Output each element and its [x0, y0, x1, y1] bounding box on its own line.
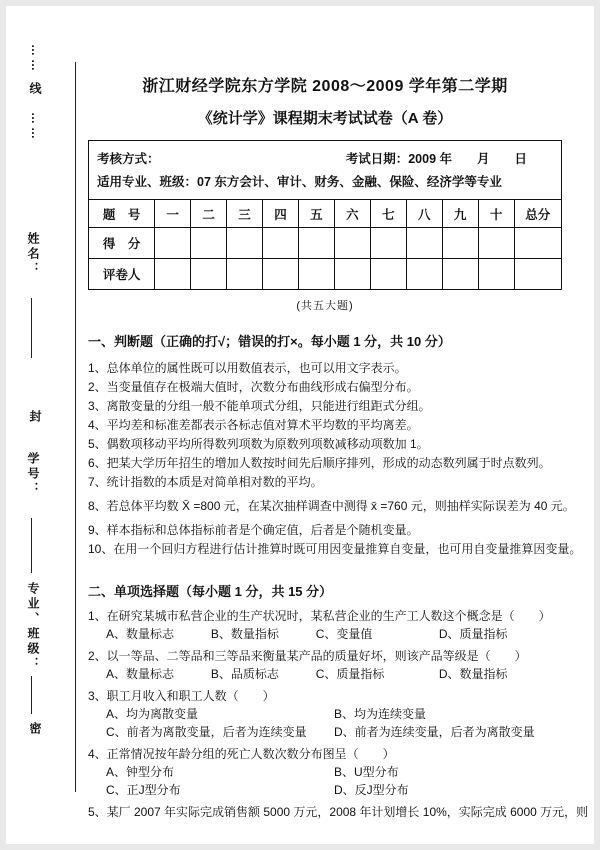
student-id-label: 学号： — [26, 452, 40, 497]
seal-dots-mid: …… — [29, 112, 43, 142]
exam-content — [88, 76, 589, 821]
grader-cell — [442, 259, 478, 290]
seal-line-char: 线 — [28, 82, 42, 97]
judgement-item-3: 3、离散变量的分组一般不能单项式分组，只能进行组距式分组。 — [88, 399, 431, 413]
grader-cell — [227, 259, 263, 290]
grader-cell — [155, 259, 191, 290]
judgement-item-4: 4、平均差和标准差都表示各标志值对算术平均数的平均离差。 — [88, 418, 419, 432]
score-cell — [370, 228, 406, 259]
option: A、数量标志 — [106, 667, 175, 681]
judgement-item-2: 2、当变量值存在极端大值时，次数分布曲线形成右偏型分布。 — [88, 380, 419, 394]
seal-separator-line — [75, 62, 76, 792]
judgement-item-8: 8、若总体平均数 X̄ =800 元，在某次抽样调查中测得 x̄ =760 元，则抽样实际误差为 40 元。 — [88, 499, 575, 513]
total-header: 总分 — [514, 200, 561, 228]
option: A、数量标志 — [106, 627, 175, 641]
col-header-7: 七 — [370, 200, 406, 228]
col-header-1: 一 — [155, 200, 191, 228]
grader-cell — [298, 259, 334, 290]
score-cell — [155, 228, 191, 259]
judgement-item-1: 1、总体单位的属性既可以用数值表示，也可以用文字表示。 — [88, 361, 407, 375]
grader-cell — [478, 259, 514, 290]
col-header-6: 六 — [334, 200, 370, 228]
exam-date: 考试日期：2009 年 月 日 — [345, 152, 527, 166]
score-cell — [191, 228, 227, 259]
col-header-10: 十 — [478, 200, 514, 228]
seal-char-mi: 密 — [28, 722, 42, 737]
name-field-label: 姓名： — [26, 232, 40, 277]
question-options-3 — [88, 705, 562, 741]
score-cell — [227, 228, 263, 259]
question-stem-3: 3、职工月收入和职工人数（ ） — [88, 689, 275, 703]
major-class-blank-line — [31, 676, 32, 714]
exam-method-label: 考核方式： — [97, 152, 160, 166]
judgement-item-9: 9、样本指标和总体指标前者是个确定值，后者是个随机变量。 — [88, 523, 419, 537]
score-total-cell — [514, 228, 561, 259]
option: B、U型分布 — [334, 765, 399, 779]
col-header-3: 三 — [227, 200, 263, 228]
question-options-4 — [88, 763, 562, 799]
question-stem-4: 4、正常情况按年龄分组的死亡人数次数分布图呈（ ） — [88, 747, 395, 761]
col-header-4: 四 — [263, 200, 299, 228]
col-header-2: 二 — [191, 200, 227, 228]
question-options-1 — [88, 625, 562, 643]
grader-cell — [191, 259, 227, 290]
grader-cell — [406, 259, 442, 290]
seal-char-feng: 封 — [28, 410, 42, 425]
question-stem-2: 2、以一等品、二等品和三等品来衡量某产品的质量好坏，则该产品等级是（ ） — [88, 649, 527, 663]
exam-title: 浙江财经学院东方学院 2008～2009 学年第二学期 — [142, 78, 508, 95]
score-row-label: 得 分 — [89, 228, 155, 259]
question-stem-5: 5、某厂 2007 年实际完成销售额 5000 万元，2008 年计划增长 10%，实际完成 6000 万元，则 — [88, 805, 589, 819]
student-id-blank-line — [31, 518, 32, 573]
col-header-9: 九 — [442, 200, 478, 228]
option: C、前者为离散变量，后者为连续变量 — [106, 725, 307, 739]
option: A、均为离散变量 — [106, 707, 199, 721]
grader-cell — [370, 259, 406, 290]
grader-row-label: 评卷人 — [89, 259, 155, 290]
judgement-item-6: 6、把某大学历年招生的增加人数按时间先后顺序排列，形成的动态数列属于时点数列。 — [88, 456, 551, 470]
section2-title: 二、单项选择题（每小题 1 分，共 15 分） — [88, 584, 333, 599]
applicable-majors: 适用专业、班级：07 东方会计、审计、财务、金融、保险、经济学等专业 — [97, 175, 502, 189]
exam-subtitle: 《统计学》课程期末考试试卷（A 卷） — [197, 110, 453, 127]
option: B、均为连续变量 — [334, 707, 427, 721]
option: C、变量值 — [315, 627, 373, 641]
option: D、反J型分布 — [334, 783, 409, 797]
major-class-label: 专业、班级： — [26, 582, 40, 672]
col-header-5: 五 — [298, 200, 334, 228]
section1-title: 一、判断题（正确的打√；错误的打×。每小题 1 分，共 10 分） — [88, 334, 451, 349]
grader-total-cell — [514, 259, 561, 290]
option: B、品质标志 — [210, 667, 279, 681]
question-options-2 — [88, 665, 562, 683]
question-number-header: 题 号 — [89, 200, 155, 228]
option: D、质量指标 — [438, 627, 508, 641]
judgement-items — [88, 359, 582, 559]
option: A、钟型分布 — [106, 765, 175, 779]
score-cell — [406, 228, 442, 259]
option: D、数量指标 — [438, 667, 508, 681]
option: D、前者为连续变量，后者为离散变量 — [334, 725, 535, 739]
score-table — [88, 140, 562, 290]
col-header-8: 八 — [406, 200, 442, 228]
score-cell — [478, 228, 514, 259]
name-blank-line — [31, 298, 32, 358]
question-stem-1: 1、在研究某城市私营企业的生产状况时，某私营企业的生产工人数这个概念是（ ） — [88, 609, 551, 623]
judgement-item-7: 7、统计指数的本质是对简单相对数的平均。 — [88, 475, 323, 489]
judgement-item-10: 10、在用一个回归方程进行估计推算时既可用因变量推算自变量，也可用自变量推算因变量。 — [88, 542, 582, 556]
choice-questions — [88, 607, 589, 821]
judgement-item-5: 5、偶数项移动平均所得数列项数为原数列项数减移动项数加 1。 — [88, 437, 429, 451]
score-cell — [298, 228, 334, 259]
grader-cell — [334, 259, 370, 290]
score-cell — [442, 228, 478, 259]
option: C、质量指标 — [315, 667, 385, 681]
score-cell — [263, 228, 299, 259]
score-cell — [334, 228, 370, 259]
total-sections-note: (共五大题) — [296, 300, 354, 312]
grader-cell — [263, 259, 299, 290]
option: C、正J型分布 — [106, 783, 181, 797]
seal-dots-top: …… — [29, 44, 43, 74]
option: B、数量指标 — [210, 627, 279, 641]
